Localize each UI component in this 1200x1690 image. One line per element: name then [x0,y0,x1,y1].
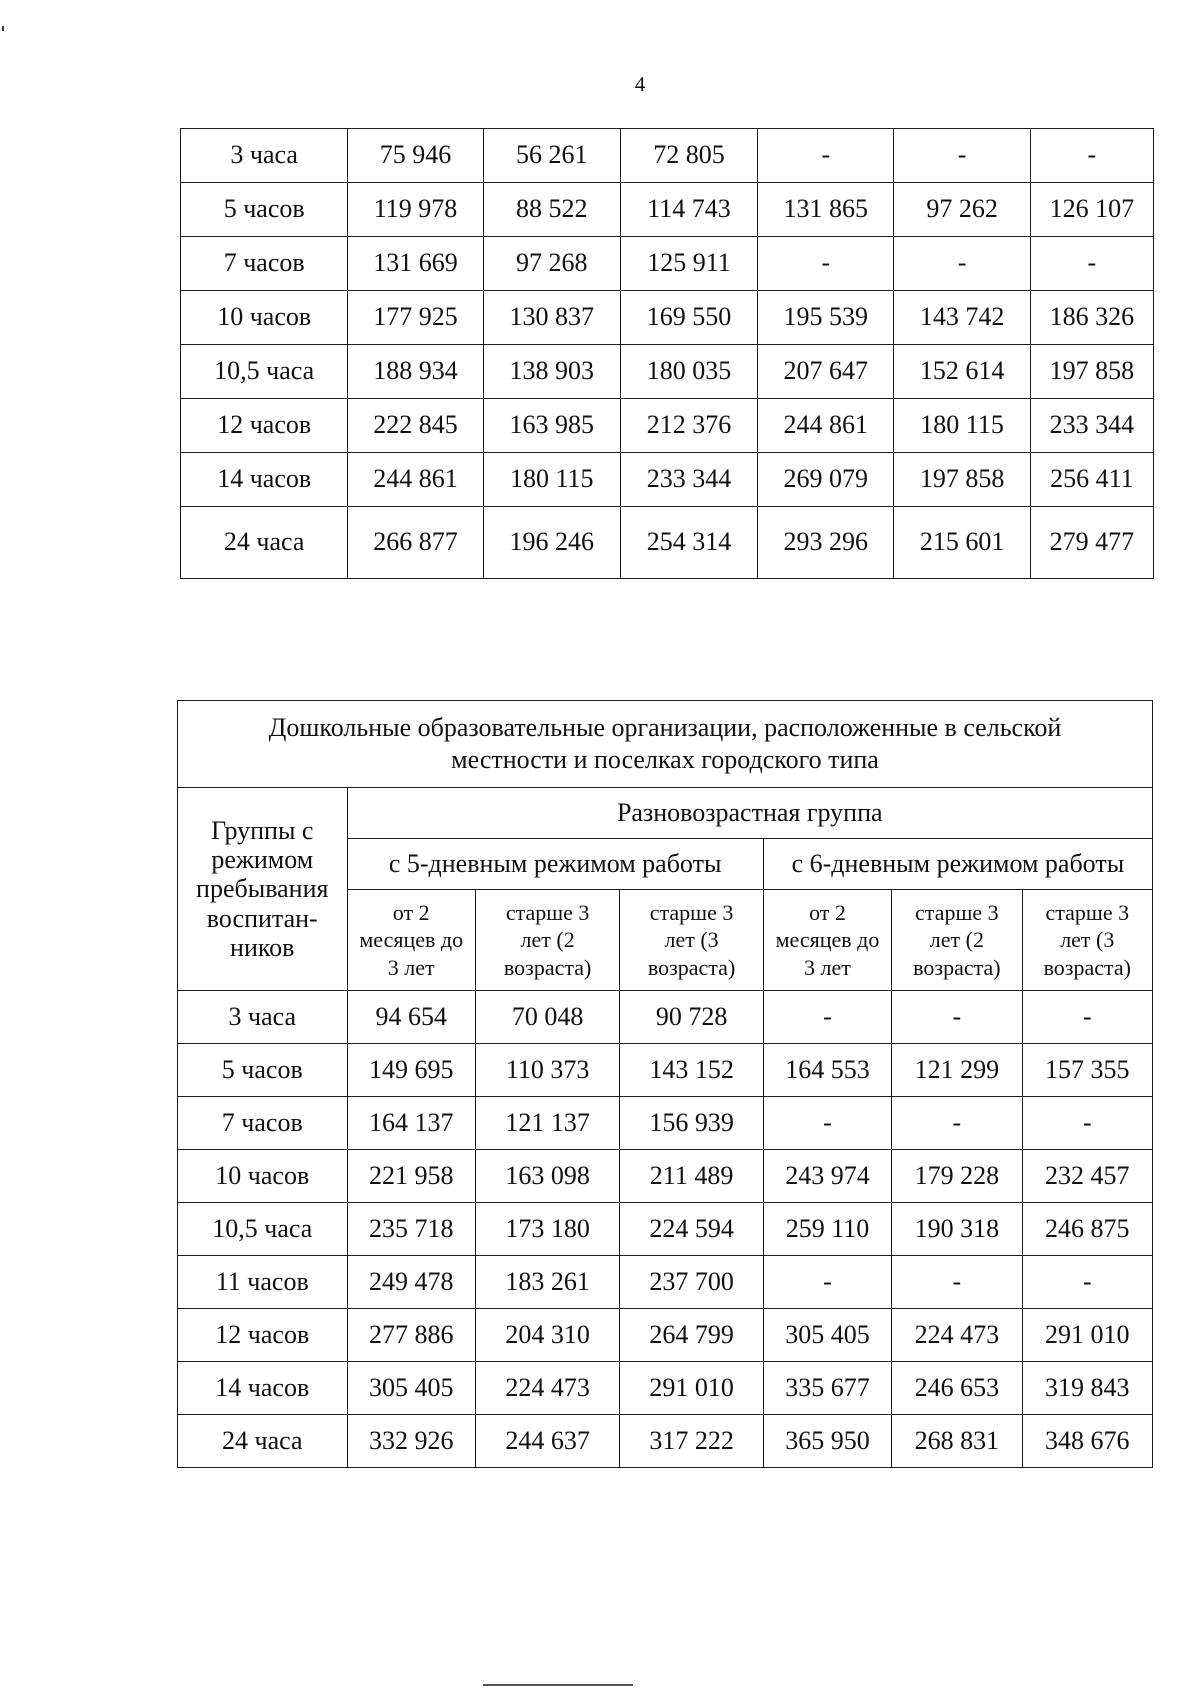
value-cell: 215 601 [894,507,1030,579]
value-cell: 180 115 [894,399,1030,453]
row-label-cell: 10 часов [181,291,348,345]
value-cell: 233 344 [1030,399,1153,453]
age-subheader-line: возраста) [503,954,592,980]
value-cell: - [894,237,1030,291]
age-subheader-line: старше 3 [649,899,734,925]
age-subheader-cell [347,890,475,991]
value-cell: 232 457 [1022,1150,1152,1203]
row-label-cell: 10 часов [178,1150,348,1203]
value-cell: 97 262 [894,183,1030,237]
table-row [178,1256,1153,1309]
row-label-cell: 5 часов [178,1044,348,1097]
value-cell: 264 799 [620,1309,763,1362]
row-label-cell: 7 часов [181,237,348,291]
value-cell: - [763,1256,891,1309]
row-header-line: пребывания [196,874,329,904]
row-label-cell: 3 часа [178,991,348,1044]
value-cell: - [1022,1256,1152,1309]
value-cell: 235 718 [347,1203,475,1256]
age-subheader-cell [620,890,763,991]
age-subheader-line: старше 3 [505,899,590,925]
value-cell: - [892,991,1022,1044]
value-cell: 180 035 [620,345,757,399]
value-cell: - [1022,991,1152,1044]
table-row [178,1362,1153,1415]
table-row [178,991,1153,1044]
value-cell: 131 865 [758,183,894,237]
table-title-line: Дошкольные образовательные организации, расположенные в сельской [268,713,1062,743]
value-cell: 197 858 [1030,345,1153,399]
row-label-cell: 7 часов [178,1097,348,1150]
value-cell: 121 299 [892,1044,1022,1097]
value-cell: 152 614 [894,345,1030,399]
age-subheader-line: старше 3 [1045,899,1130,925]
table-title [178,701,1153,788]
value-cell: - [758,237,894,291]
group-header-cell: Разновозрастная группа [347,788,1152,839]
value-cell: 130 837 [483,291,620,345]
table-title-line: местности и поселках городского типа [451,745,879,774]
row-header-line: ников [230,932,295,962]
value-cell: 291 010 [620,1362,763,1415]
value-cell: 293 296 [758,507,894,579]
row-label-cell: 14 часов [178,1362,348,1415]
age-subheader-line: возраста) [913,954,1001,980]
value-cell: 72 805 [620,129,757,183]
value-cell: 119 978 [348,183,483,237]
value-cell: - [763,1097,891,1150]
age-subheader-cell [763,890,891,991]
value-cell: 70 048 [475,991,619,1044]
value-cell: 197 858 [894,453,1030,507]
row-label-cell: 10,5 часа [181,345,348,399]
value-cell: 169 550 [620,291,757,345]
value-cell: 114 743 [620,183,757,237]
value-cell: 244 861 [348,453,483,507]
table-row [181,291,1154,345]
value-cell: 233 344 [620,453,757,507]
table-title-row [178,701,1153,788]
row-label-cell: 24 часа [181,507,348,579]
value-cell: 131 669 [348,237,483,291]
value-cell: 163 985 [483,399,620,453]
value-cell: 204 310 [475,1309,619,1362]
value-cell: 244 861 [758,399,894,453]
table-row [181,129,1154,183]
age-subheader-cell [475,890,619,991]
value-cell: 180 115 [483,453,620,507]
value-cell: 173 180 [475,1203,619,1256]
table-row [178,1415,1153,1468]
value-cell: 246 875 [1022,1203,1152,1256]
value-cell: 243 974 [763,1150,891,1203]
age-subheader-line: возраста) [1043,954,1131,980]
value-cell: 188 934 [348,345,483,399]
value-cell: 164 553 [763,1044,891,1097]
mode-6day-header: с 6-дневным режимом работы [763,839,1152,890]
value-cell: - [892,1097,1022,1150]
value-cell: - [1022,1097,1152,1150]
value-cell: 317 222 [620,1415,763,1468]
value-cell: 183 261 [475,1256,619,1309]
value-cell: 244 637 [475,1415,619,1468]
value-cell: - [1030,129,1153,183]
value-cell: 126 107 [1030,183,1153,237]
value-cell: 143 152 [620,1044,763,1097]
value-cell: 94 654 [347,991,475,1044]
value-cell: 279 477 [1030,507,1153,579]
value-cell: 110 373 [475,1044,619,1097]
row-label-cell: 5 часов [181,183,348,237]
value-cell: 335 677 [763,1362,891,1415]
value-cell: 212 376 [620,399,757,453]
row-label-cell: 10,5 часа [178,1203,348,1256]
value-cell: 125 911 [620,237,757,291]
age-subheader-line: месяцев до [359,927,464,953]
age-subheader-line: лет (2 [929,927,984,953]
age-subheader-line: от 2 [392,899,430,925]
table-row [178,1097,1153,1150]
row-label-cell: 11 часов [178,1256,348,1309]
page-number: 4 [634,72,646,96]
value-cell: 195 539 [758,291,894,345]
row-header-line: воспитан- [206,903,318,933]
value-cell: 319 843 [1022,1362,1152,1415]
value-cell: 268 831 [892,1415,1022,1468]
row-label-cell: 24 часа [178,1415,348,1468]
value-cell: 224 473 [475,1362,619,1415]
value-cell: 256 411 [1030,453,1153,507]
value-cell: - [758,129,894,183]
table-row [181,399,1154,453]
value-cell: 348 676 [1022,1415,1152,1468]
row-header-cell [178,788,348,991]
age-subheader-line: 3 лет [804,954,851,980]
value-cell: 207 647 [758,345,894,399]
age-subheader-line: старше 3 [915,899,999,925]
value-cell: 222 845 [348,399,483,453]
value-cell: 97 268 [483,237,620,291]
value-cell: 211 489 [620,1150,763,1203]
value-cell: 277 886 [347,1309,475,1362]
age-subheader-line: лет (2 [520,927,575,953]
table-row [181,507,1154,579]
value-cell: 164 137 [347,1097,475,1150]
table-row [178,1150,1153,1203]
value-cell: 305 405 [347,1362,475,1415]
value-cell: 190 318 [892,1203,1022,1256]
value-cell: 365 950 [763,1415,891,1468]
table-row [181,453,1154,507]
value-cell: 138 903 [483,345,620,399]
value-cell: 246 653 [892,1362,1022,1415]
age-subheader-line: возраста) [647,954,736,980]
value-cell: 143 742 [894,291,1030,345]
value-cell: - [1030,237,1153,291]
value-cell: 249 478 [347,1256,475,1309]
age-subheader-line: лет (3 [1060,927,1115,953]
age-subheader-line: месяцев до [775,927,880,953]
value-cell: 186 326 [1030,291,1153,345]
value-cell: 221 958 [347,1150,475,1203]
table-row [181,183,1154,237]
value-cell: 88 522 [483,183,620,237]
value-cell: 121 137 [475,1097,619,1150]
value-cell: - [894,129,1030,183]
value-cell: 305 405 [763,1309,891,1362]
value-cell: 266 877 [348,507,483,579]
table-row [178,1203,1153,1256]
age-subheader-line: от 2 [809,899,846,925]
row-label-cell: 14 часов [181,453,348,507]
value-cell: 90 728 [620,991,763,1044]
value-cell: 156 939 [620,1097,763,1150]
row-label-cell: 3 часа [181,129,348,183]
value-cell: 149 695 [347,1044,475,1097]
value-cell: 254 314 [620,507,757,579]
footer-line [483,1684,633,1686]
table-row [181,345,1154,399]
age-subheader-cell [892,890,1022,991]
value-cell: 332 926 [347,1415,475,1468]
value-cell: - [763,991,891,1044]
row-header-line: Группы с [211,816,314,846]
rates-table-continued [180,128,1154,579]
table-row [181,237,1154,291]
value-cell: 163 098 [475,1150,619,1203]
header-row [178,788,1153,839]
age-subheader-line: 3 лет [387,954,435,980]
row-label-cell: 12 часов [181,399,348,453]
value-cell: 179 228 [892,1150,1022,1203]
age-subheader-cell [1022,890,1152,991]
table-row [178,1309,1153,1362]
value-cell: 177 925 [348,291,483,345]
value-cell: 157 355 [1022,1044,1152,1097]
value-cell: 224 594 [620,1203,763,1256]
value-cell: 75 946 [348,129,483,183]
value-cell: 237 700 [620,1256,763,1309]
value-cell: 269 079 [758,453,894,507]
row-header-line: режимом [211,845,314,875]
table-row [178,1044,1153,1097]
value-cell: 224 473 [892,1309,1022,1362]
rural-rates-table [177,700,1153,1468]
value-cell: 196 246 [483,507,620,579]
scan-mark [2,26,4,31]
row-label-cell: 12 часов [178,1309,348,1362]
value-cell: 56 261 [483,129,620,183]
age-subheader-line: лет (3 [664,927,719,953]
value-cell: 259 110 [763,1203,891,1256]
value-cell: 291 010 [1022,1309,1152,1362]
mode-5day-header: с 5-дневным режимом работы [347,839,763,890]
value-cell: - [892,1256,1022,1309]
